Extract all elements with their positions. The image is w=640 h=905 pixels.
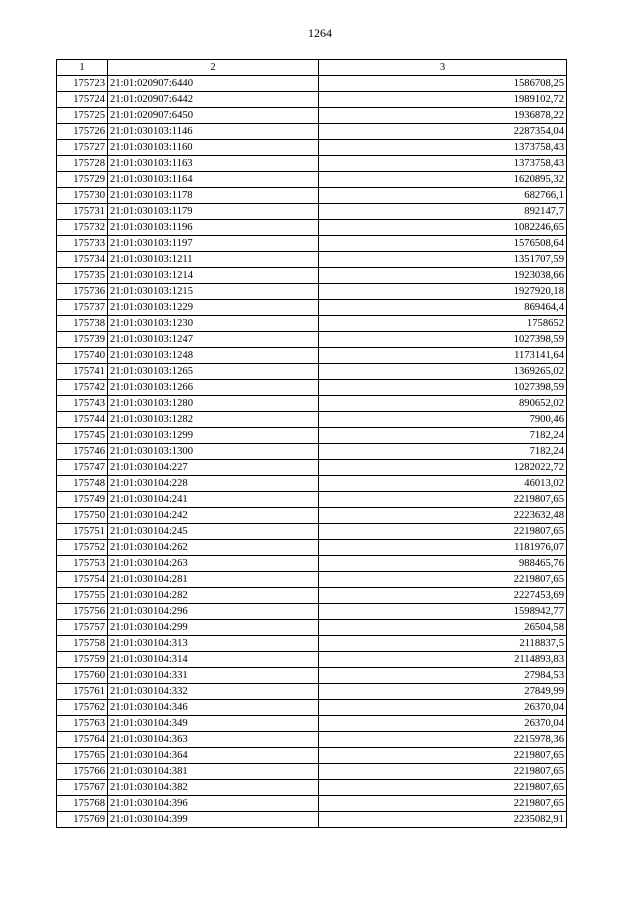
cadastral-value-cell: 26370,04 — [319, 716, 567, 732]
cadastral-number-cell: 21:01:030103:1265 — [108, 364, 319, 380]
cadastral-number-cell: 21:01:030104:349 — [108, 716, 319, 732]
row-index-cell: 175734 — [57, 252, 108, 268]
row-index-cell: 175752 — [57, 540, 108, 556]
cadastral-value-cell: 1027398,59 — [319, 332, 567, 348]
cadastral-value-cell: 2219807,65 — [319, 764, 567, 780]
cadastral-value-cell: 2219807,65 — [319, 796, 567, 812]
row-index-cell: 175725 — [57, 108, 108, 124]
row-index-cell: 175740 — [57, 348, 108, 364]
row-index-cell: 175729 — [57, 172, 108, 188]
table-row — [57, 412, 567, 428]
cadastral-value-cell: 892147,7 — [319, 204, 567, 220]
cadastral-value-cell: 2118837,5 — [319, 636, 567, 652]
table-row — [57, 764, 567, 780]
cadastral-number-cell: 21:01:030104:282 — [108, 588, 319, 604]
cadastral-value-cell: 26370,04 — [319, 700, 567, 716]
table-row — [57, 284, 567, 300]
cadastral-value-cell: 1181976,07 — [319, 540, 567, 556]
table-row — [57, 748, 567, 764]
cadastral-value-cell: 1927920,18 — [319, 284, 567, 300]
table-row — [57, 492, 567, 508]
cadastral-value-cell: 1369265,02 — [319, 364, 567, 380]
cadastral-value-table — [56, 59, 567, 828]
row-index-cell: 175726 — [57, 124, 108, 140]
cadastral-value-cell: 2223632,48 — [319, 508, 567, 524]
table-row — [57, 476, 567, 492]
cadastral-value-cell: 2219807,65 — [319, 748, 567, 764]
row-index-cell: 175732 — [57, 220, 108, 236]
cadastral-value-cell: 2227453,69 — [319, 588, 567, 604]
cadastral-value-cell: 2219807,65 — [319, 492, 567, 508]
table-row — [57, 236, 567, 252]
cadastral-value-cell: 1989102,72 — [319, 92, 567, 108]
table-row — [57, 460, 567, 476]
cadastral-value-cell: 7900,46 — [319, 412, 567, 428]
cadastral-number-cell: 21:01:030104:296 — [108, 604, 319, 620]
row-index-cell: 175742 — [57, 380, 108, 396]
row-index-cell: 175763 — [57, 716, 108, 732]
cadastral-number-cell: 21:01:030104:314 — [108, 652, 319, 668]
row-index-cell: 175751 — [57, 524, 108, 540]
table-row — [57, 572, 567, 588]
cadastral-value-cell: 869464,4 — [319, 300, 567, 316]
cadastral-number-cell: 21:01:030103:1300 — [108, 444, 319, 460]
cadastral-value-cell: 7182,24 — [319, 428, 567, 444]
cadastral-number-cell: 21:01:030104:363 — [108, 732, 319, 748]
row-index-cell: 175749 — [57, 492, 108, 508]
row-index-cell: 175769 — [57, 812, 108, 828]
cadastral-value-cell: 2114893,83 — [319, 652, 567, 668]
cadastral-value-cell: 1027398,59 — [319, 380, 567, 396]
cadastral-number-cell: 21:01:030104:299 — [108, 620, 319, 636]
table-row — [57, 668, 567, 684]
row-index-cell: 175739 — [57, 332, 108, 348]
row-index-cell: 175767 — [57, 780, 108, 796]
table-row — [57, 172, 567, 188]
row-index-cell: 175761 — [57, 684, 108, 700]
cadastral-number-cell: 21:01:030103:1164 — [108, 172, 319, 188]
cadastral-number-cell: 21:01:030103:1248 — [108, 348, 319, 364]
table-row — [57, 588, 567, 604]
row-index-cell: 175748 — [57, 476, 108, 492]
table-row — [57, 188, 567, 204]
row-index-cell: 175760 — [57, 668, 108, 684]
cadastral-number-cell: 21:01:020907:6450 — [108, 108, 319, 124]
cadastral-number-cell: 21:01:030103:1211 — [108, 252, 319, 268]
table-row — [57, 604, 567, 620]
row-index-cell: 175743 — [57, 396, 108, 412]
table-row — [57, 364, 567, 380]
cadastral-value-cell: 890652,02 — [319, 396, 567, 412]
cadastral-value-cell: 1576508,64 — [319, 236, 567, 252]
table-row — [57, 700, 567, 716]
table-row — [57, 540, 567, 556]
row-index-cell: 175762 — [57, 700, 108, 716]
cadastral-number-cell: 21:01:030103:1266 — [108, 380, 319, 396]
row-index-cell: 175765 — [57, 748, 108, 764]
cadastral-value-cell: 2219807,65 — [319, 572, 567, 588]
cadastral-value-cell: 27984,53 — [319, 668, 567, 684]
cadastral-number-cell: 21:01:030103:1146 — [108, 124, 319, 140]
table-row — [57, 524, 567, 540]
cadastral-number-cell: 21:01:020907:6440 — [108, 76, 319, 92]
table-row — [57, 300, 567, 316]
cadastral-number-cell: 21:01:030103:1299 — [108, 428, 319, 444]
row-index-cell: 175754 — [57, 572, 108, 588]
cadastral-number-cell: 21:01:030103:1178 — [108, 188, 319, 204]
table-row — [57, 380, 567, 396]
cadastral-number-cell: 21:01:030104:262 — [108, 540, 319, 556]
cadastral-value-cell: 988465,76 — [319, 556, 567, 572]
cadastral-value-cell: 1351707,59 — [319, 252, 567, 268]
table-row — [57, 684, 567, 700]
cadastral-number-cell: 21:01:030104:331 — [108, 668, 319, 684]
table-row — [57, 348, 567, 364]
column-header-index: 1 — [57, 60, 108, 76]
row-index-cell: 175745 — [57, 428, 108, 444]
row-index-cell: 175736 — [57, 284, 108, 300]
cadastral-value-cell: 1173141,64 — [319, 348, 567, 364]
table-row — [57, 140, 567, 156]
cadastral-number-cell: 21:01:030104:245 — [108, 524, 319, 540]
row-index-cell: 175735 — [57, 268, 108, 284]
table-row — [57, 428, 567, 444]
cadastral-value-cell: 1620895,32 — [319, 172, 567, 188]
cadastral-value-cell: 2287354,04 — [319, 124, 567, 140]
cadastral-value-cell: 46013,02 — [319, 476, 567, 492]
cadastral-number-cell: 21:01:030104:281 — [108, 572, 319, 588]
row-index-cell: 175724 — [57, 92, 108, 108]
table-row — [57, 780, 567, 796]
cadastral-number-cell: 21:01:020907:6442 — [108, 92, 319, 108]
row-index-cell: 175727 — [57, 140, 108, 156]
cadastral-value-cell: 1082246,65 — [319, 220, 567, 236]
table-row — [57, 652, 567, 668]
table-row — [57, 556, 567, 572]
row-index-cell: 175747 — [57, 460, 108, 476]
table-row — [57, 268, 567, 284]
row-index-cell: 175728 — [57, 156, 108, 172]
row-index-cell: 175737 — [57, 300, 108, 316]
row-index-cell: 175741 — [57, 364, 108, 380]
cadastral-value-cell: 1598942,77 — [319, 604, 567, 620]
row-index-cell: 175756 — [57, 604, 108, 620]
row-index-cell: 175759 — [57, 652, 108, 668]
row-index-cell: 175753 — [57, 556, 108, 572]
page-number: 1264 — [308, 26, 332, 40]
cadastral-value-cell: 1936878,22 — [319, 108, 567, 124]
table-row — [57, 396, 567, 412]
cadastral-number-cell: 21:01:030103:1160 — [108, 140, 319, 156]
cadastral-value-cell: 2219807,65 — [319, 524, 567, 540]
cadastral-number-cell: 21:01:030103:1282 — [108, 412, 319, 428]
cadastral-number-cell: 21:01:030103:1280 — [108, 396, 319, 412]
table-header-row — [57, 60, 567, 76]
table-row — [57, 124, 567, 140]
table-row — [57, 796, 567, 812]
cadastral-number-cell: 21:01:030104:228 — [108, 476, 319, 492]
cadastral-number-cell: 21:01:030104:381 — [108, 764, 319, 780]
table-row — [57, 732, 567, 748]
table-row — [57, 620, 567, 636]
cadastral-number-cell: 21:01:030104:263 — [108, 556, 319, 572]
row-index-cell: 175723 — [57, 76, 108, 92]
cadastral-value-cell: 26504,58 — [319, 620, 567, 636]
table-row — [57, 636, 567, 652]
cadastral-number-cell: 21:01:030103:1229 — [108, 300, 319, 316]
row-index-cell: 175766 — [57, 764, 108, 780]
cadastral-number-cell: 21:01:030104:332 — [108, 684, 319, 700]
cadastral-value-cell: 1586708,25 — [319, 76, 567, 92]
cadastral-value-cell: 2215978,36 — [319, 732, 567, 748]
row-index-cell: 175750 — [57, 508, 108, 524]
table-row — [57, 444, 567, 460]
table-row — [57, 156, 567, 172]
table-row — [57, 76, 567, 92]
cadastral-number-cell: 21:01:030103:1179 — [108, 204, 319, 220]
cadastral-value-cell: 2219807,65 — [319, 780, 567, 796]
cadastral-number-cell: 21:01:030103:1247 — [108, 332, 319, 348]
cadastral-number-cell: 21:01:030103:1215 — [108, 284, 319, 300]
cadastral-number-cell: 21:01:030103:1230 — [108, 316, 319, 332]
cadastral-value-cell: 1373758,43 — [319, 156, 567, 172]
cadastral-number-cell: 21:01:030104:346 — [108, 700, 319, 716]
cadastral-number-cell: 21:01:030104:364 — [108, 748, 319, 764]
cadastral-value-cell: 682766,1 — [319, 188, 567, 204]
cadastral-number-cell: 21:01:030104:242 — [108, 508, 319, 524]
table-row — [57, 812, 567, 828]
cadastral-value-cell: 7182,24 — [319, 444, 567, 460]
row-index-cell: 175738 — [57, 316, 108, 332]
row-index-cell: 175755 — [57, 588, 108, 604]
row-index-cell: 175733 — [57, 236, 108, 252]
table-row — [57, 204, 567, 220]
cadastral-number-cell: 21:01:030104:241 — [108, 492, 319, 508]
row-index-cell: 175730 — [57, 188, 108, 204]
cadastral-number-cell: 21:01:030104:396 — [108, 796, 319, 812]
cadastral-number-cell: 21:01:030104:313 — [108, 636, 319, 652]
table-row — [57, 92, 567, 108]
cadastral-value-cell: 1758652 — [319, 316, 567, 332]
column-header-value: 3 — [319, 60, 567, 76]
cadastral-number-cell: 21:01:030103:1196 — [108, 220, 319, 236]
cadastral-value-cell: 1923038,66 — [319, 268, 567, 284]
table-row — [57, 252, 567, 268]
column-header-cadastral-number: 2 — [108, 60, 319, 76]
cadastral-value-cell: 1373758,43 — [319, 140, 567, 156]
cadastral-value-cell: 27849,99 — [319, 684, 567, 700]
cadastral-value-cell: 1282022,72 — [319, 460, 567, 476]
table-row — [57, 508, 567, 524]
row-index-cell: 175731 — [57, 204, 108, 220]
row-index-cell: 175757 — [57, 620, 108, 636]
table-row — [57, 316, 567, 332]
cadastral-value-cell: 2235082,91 — [319, 812, 567, 828]
table-row — [57, 716, 567, 732]
cadastral-number-cell: 21:01:030103:1197 — [108, 236, 319, 252]
table-row — [57, 108, 567, 124]
table-row — [57, 332, 567, 348]
row-index-cell: 175758 — [57, 636, 108, 652]
table-row — [57, 220, 567, 236]
table-body — [57, 76, 567, 828]
row-index-cell: 175746 — [57, 444, 108, 460]
row-index-cell: 175768 — [57, 796, 108, 812]
row-index-cell: 175764 — [57, 732, 108, 748]
cadastral-number-cell: 21:01:030103:1163 — [108, 156, 319, 172]
cadastral-number-cell: 21:01:030104:382 — [108, 780, 319, 796]
cadastral-number-cell: 21:01:030103:1214 — [108, 268, 319, 284]
cadastral-number-cell: 21:01:030104:227 — [108, 460, 319, 476]
cadastral-number-cell: 21:01:030104:399 — [108, 812, 319, 828]
row-index-cell: 175744 — [57, 412, 108, 428]
